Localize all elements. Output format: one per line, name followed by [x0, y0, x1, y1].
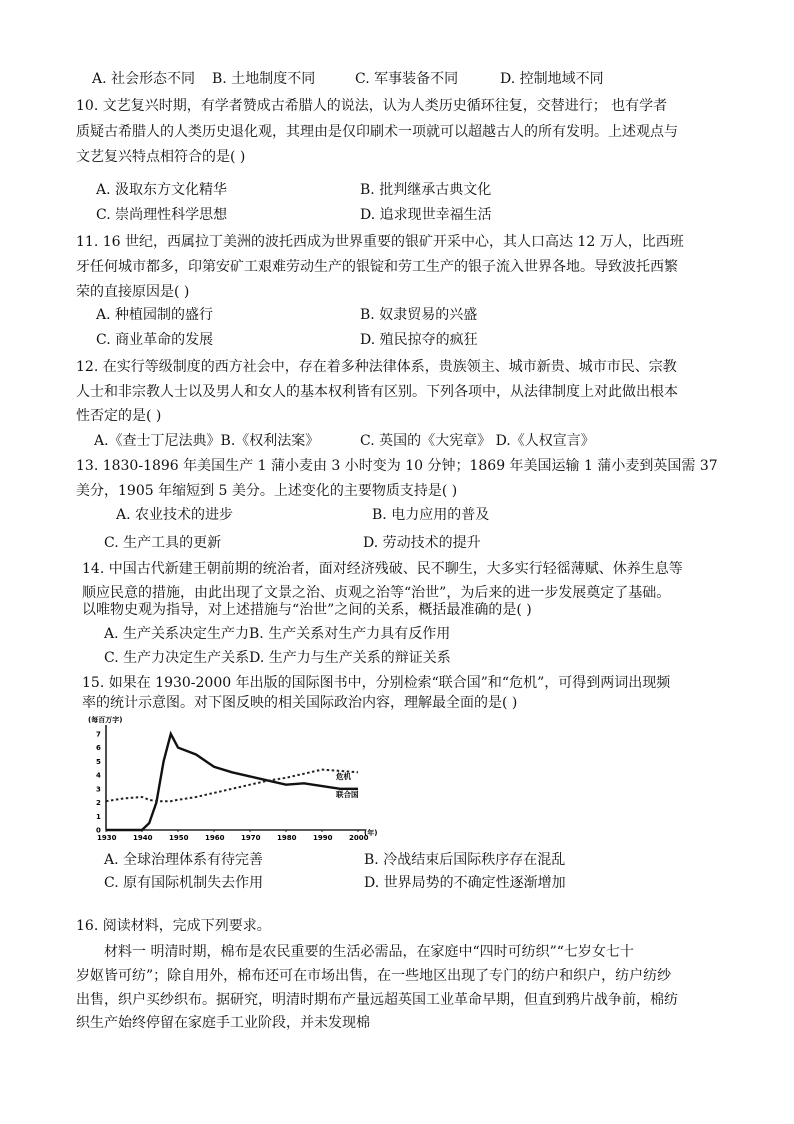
q14-line-2: 顺应民意的措施，由此出现了文景之治、贞观之治等“治世”，为后来的进一步发展奠定了基础。 [82, 585, 671, 601]
q12-line-1: 12. 在实行等级制度的西方社会中，存在着多种法律体系，贵族领主、城市新贵、城市市民、宗教 [76, 359, 677, 375]
y-tick-label: 1 [96, 812, 101, 821]
q11-line-2: 牙任何城市都多，印第安矿工艰难劳动生产的银锭和劳工生产的银子流入世界各地。导致波托西繁 [76, 259, 678, 275]
y-tick-label: 4 [96, 771, 101, 780]
x-tick-label: 1990 [313, 834, 333, 842]
q9-option-d: D. 控制地域不同 [500, 71, 604, 87]
q11-option-b: B. 奴隶贸易的兴盛 [360, 307, 478, 323]
y-axis-label: (每百万字) [88, 716, 123, 724]
q10-option-d: D. 追求现世幸福生活 [360, 207, 492, 223]
q11-line-3: 荣的直接原因是( ) [76, 284, 190, 300]
q10-option-c: C. 崇尚理性科学思想 [96, 207, 228, 223]
q13-option-c: C. 生产工具的更新 [104, 535, 222, 551]
legend-un: 联合国 [336, 790, 359, 799]
x-tick-label: 1940 [133, 834, 153, 842]
q11-option-c: C. 商业革命的发展 [96, 332, 214, 348]
y-tick-label: 0 [96, 826, 101, 835]
q16-line-4: 织生产始终停留在家庭手工业阶段，并未发现棉 [76, 1015, 370, 1031]
q16-line-2: 岁妪皆可纺”；除自用外，棉布还可在市场出售，在一些地区出现了专门的纺户和织户，纺户纺纱 [76, 968, 672, 984]
q12-option-cd: C. 英国的《大宪章》 D.《人权宣言》 [360, 433, 595, 449]
x-tick-label: 1980 [277, 834, 297, 842]
q14-option-cd: C. 生产力决定生产关系D. 生产力与生产关系的辩证关系 [104, 650, 451, 666]
x-axis-label: (年) [364, 829, 378, 837]
q10-option-a: A. 汲取东方文化精华 [96, 182, 228, 198]
q10-option-b: B. 批判继承古典文化 [360, 182, 492, 198]
q14-line-1: 14. 中国古代新建王朝前期的统治者，面对经济残破、民不聊生，大多实行轻徭薄赋、休养生息等 [82, 561, 683, 577]
y-tick-label: 3 [96, 785, 101, 794]
q11-option-d: D. 殖民掠夺的疯狂 [360, 332, 478, 348]
q12-option-ab: A.《查士丁尼法典》B.《权利法案》 [94, 433, 320, 449]
q13-option-a: A. 农业技术的进步 [116, 507, 234, 523]
x-tick-label: 1950 [169, 834, 189, 842]
series-line-un [106, 734, 358, 830]
q12-line-3: 性否定的是( ) [76, 408, 162, 424]
q14-line-3: 以唯物史观为指导，对上述措施与“治世”之间的关系，概括最准确的是( ) [82, 602, 532, 618]
q15-line-1: 15. 如果在 1930-2000 年出版的国际图书中，分别检索“联合国”和“危机”，可得到两词出现频 [82, 675, 671, 691]
legend-crisis: 危机 [336, 772, 351, 781]
q13-line-1: 13. 1830-1896 年美国生产 1 蒲小麦由 3 小时变为 10 分钟；1869 年美国运输 1 蒲小麦到英国需 37 [76, 458, 718, 474]
q10-line-3: 文艺复兴特点相符合的是( ) [76, 149, 246, 165]
q15-option-b: B. 冷战结束后国际秩序存在混乱 [364, 852, 566, 868]
q16-line-1: 材料一 明清时期，棉布是农民重要的生活必需品，在家庭中“四时可纺织”“七岁女七十 [104, 944, 634, 960]
q15-option-c: C. 原有国际机制失去作用 [104, 875, 264, 891]
q12-line-2: 人士和非宗教人士以及男人和女人的基本权利皆有区别。下列各项中，从法律制度上对此做出根本 [76, 384, 678, 400]
q14-option-ab: A. 生产关系决定生产力B. 生产关系对生产力具有反作用 [104, 626, 451, 642]
x-tick-label: 2000 [349, 834, 369, 842]
q13-option-b: B. 电力应用的普及 [372, 507, 490, 523]
x-tick-label: 1970 [241, 834, 261, 842]
x-tick-label: 1960 [205, 834, 225, 842]
q15-line-2: 率的统计示意图。对下图反映的相关国际政治内容，理解最全面的是( ) [82, 695, 518, 711]
word-frequency-chart [88, 713, 378, 843]
y-tick-label: 2 [96, 799, 101, 808]
q10-line-2: 质疑古希腊人的人类历史退化观，其理由是仅印刷术一项就可以超越古人的所有发明。上述观点与 [76, 124, 678, 140]
q15-option-d: D. 世界局势的不确定性逐渐增加 [364, 875, 566, 891]
q13-line-2: 美分，1905 年缩短到 5 美分。上述变化的主要物质支持是( ) [76, 483, 458, 499]
x-tick-label: 1930 [97, 834, 117, 842]
q13-option-d: D. 劳动技术的提升 [363, 535, 481, 551]
q9-option-a: A. 社会形态不同 [92, 71, 196, 87]
y-tick-label: 5 [96, 757, 101, 766]
q11-option-a: A. 种植园制的盛行 [96, 307, 214, 323]
q9-option-b: B. 土地制度不同 [212, 71, 316, 87]
y-tick-label: 7 [96, 730, 101, 739]
q16-title: 16. 阅读材料，完成下列要求。 [76, 918, 271, 934]
q11-line-1: 11. 16 世纪，西属拉丁美洲的波托西成为世界重要的银矿开采中心，其人口高达 12 万人，比西班 [76, 234, 684, 250]
q15-option-a: A. 全球治理体系有待完善 [104, 852, 264, 868]
y-tick-label: 6 [96, 744, 101, 753]
q10-line-1: 10. 文艺复兴时期，有学者赞成古希腊人的说法，认为人类历史循环往复，交替进行； 也有学者 [76, 98, 668, 114]
q9-option-c: C. 军事装备不同 [355, 71, 459, 87]
q16-line-3: 出售，织户买纱织布。据研究，明清时期布产量远超英国工业革命早期，但直到鸦片战争前，棉纺 [76, 992, 678, 1008]
